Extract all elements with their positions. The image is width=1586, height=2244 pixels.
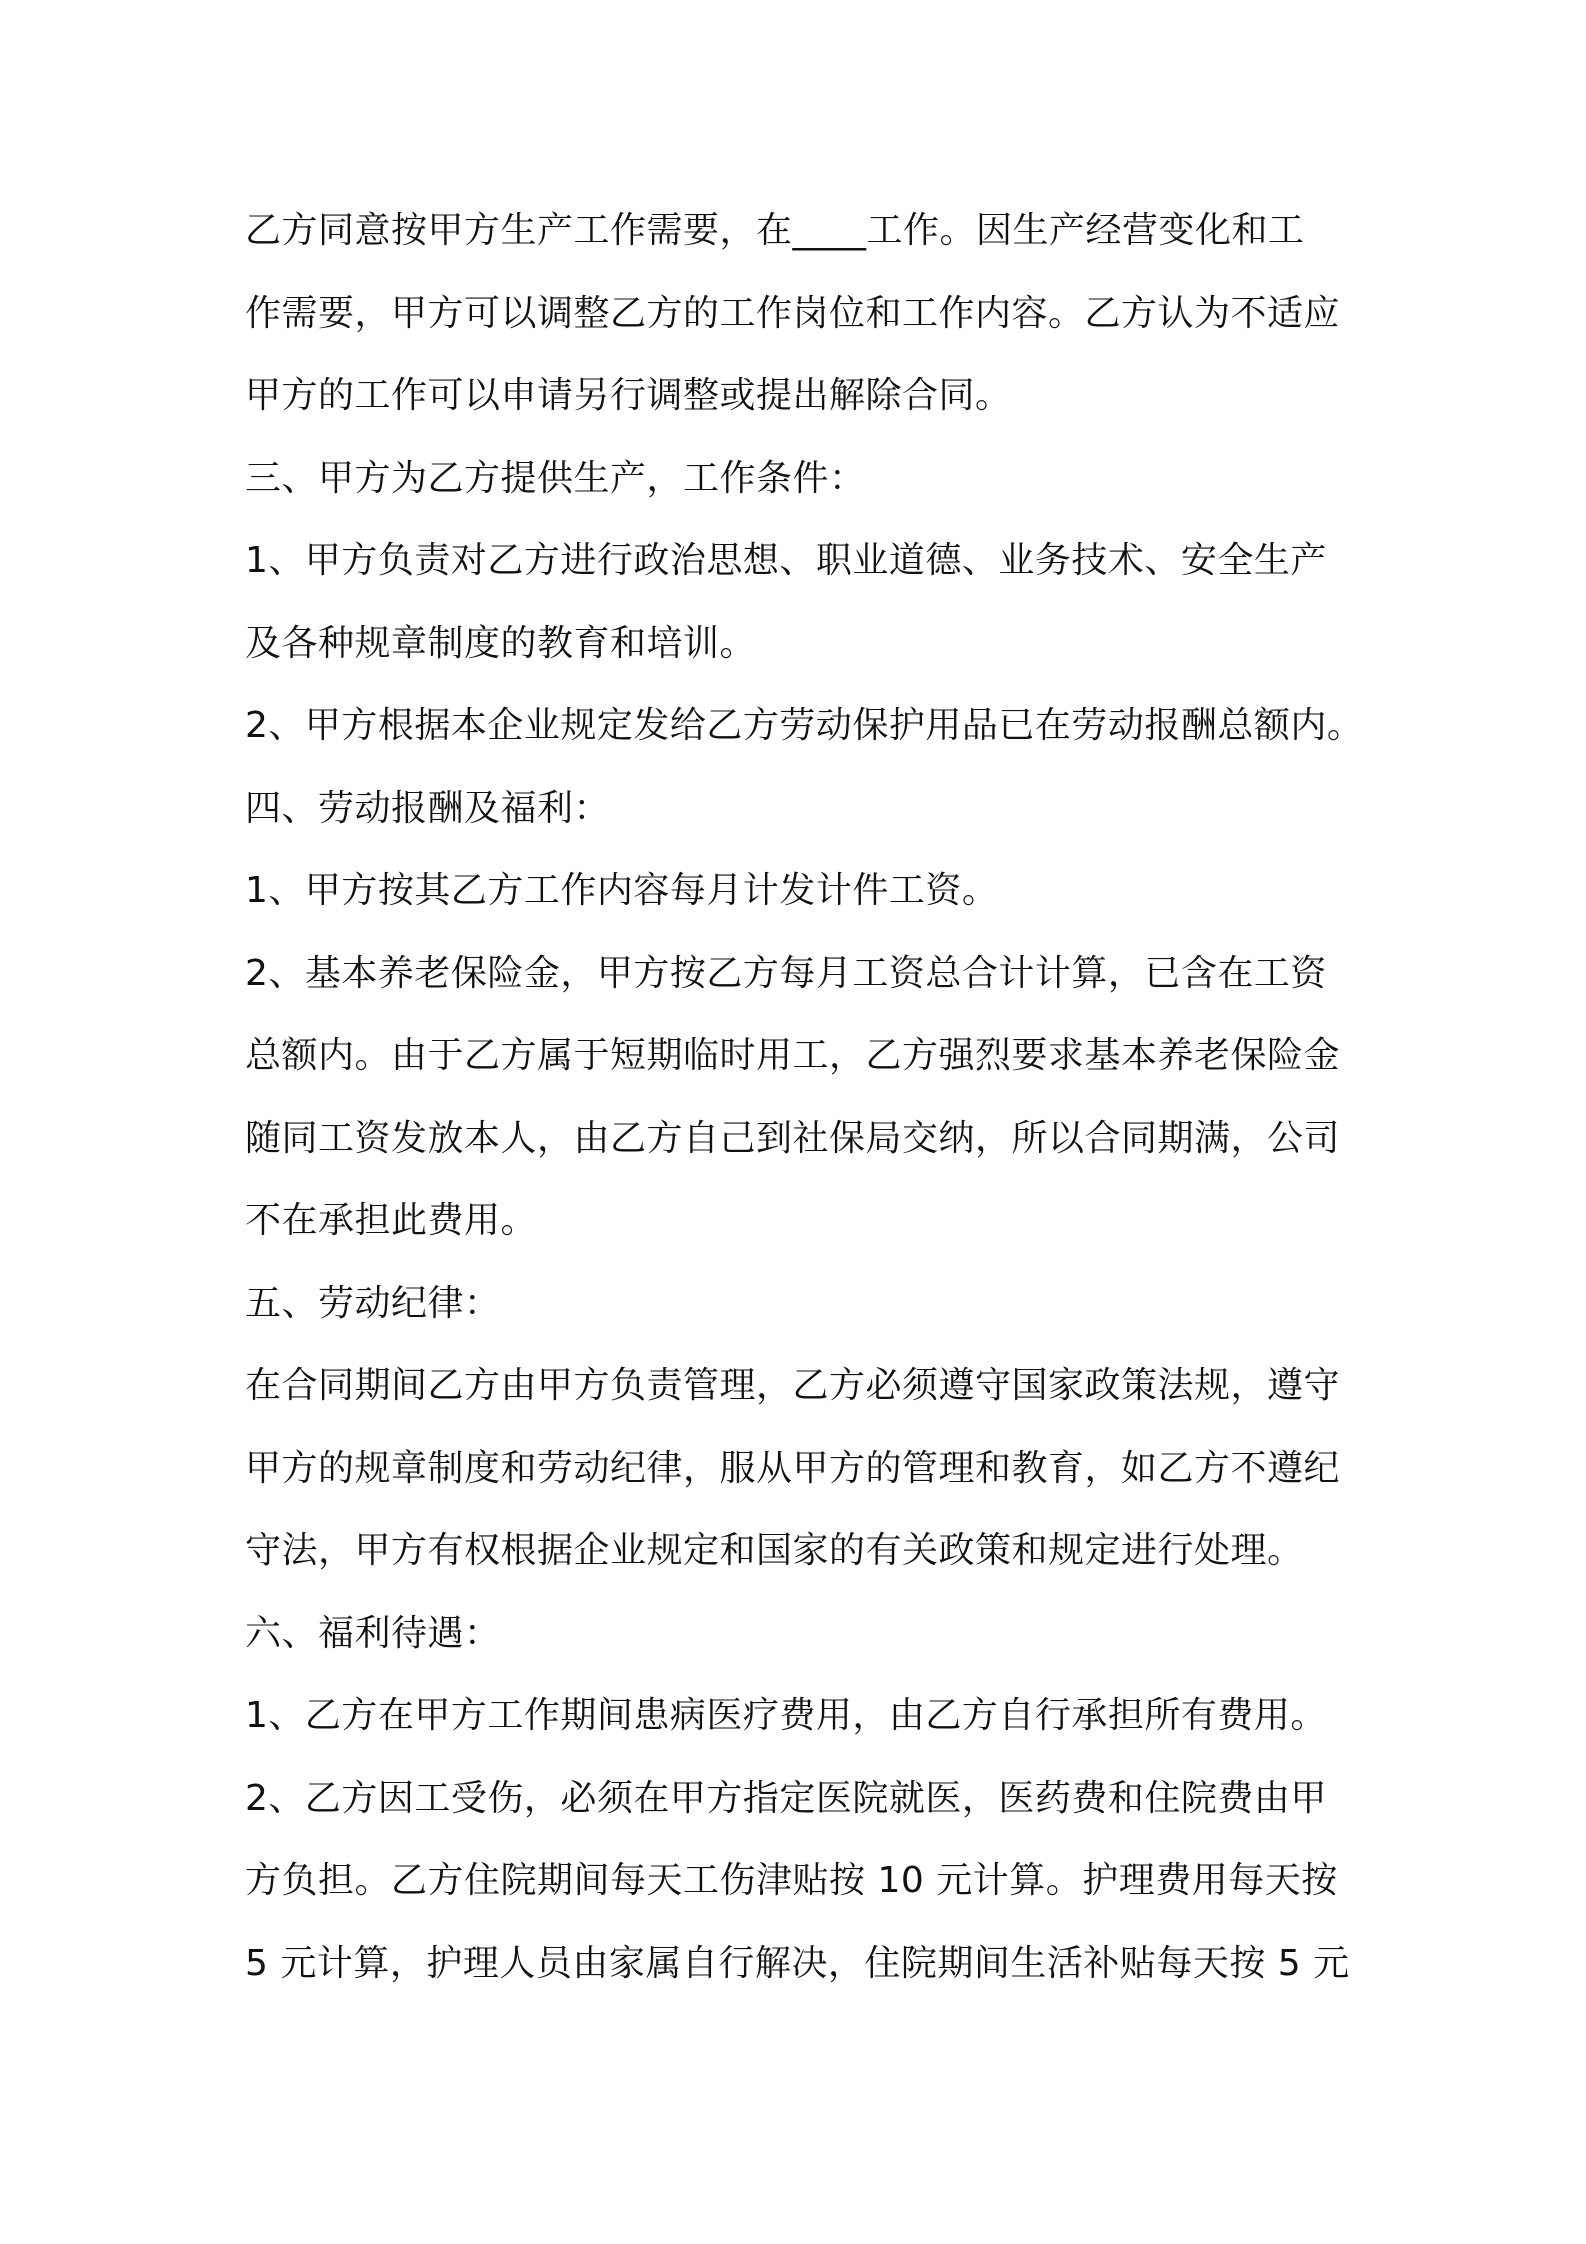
text-line: 1、甲方负责对乙方进行政治思想、职业道德、业务技术、安全生产 (245, 540, 1327, 581)
text-line: 及各种规章制度的教育和培训。 (245, 622, 757, 664)
text-line: 1、甲方按其乙方工作内容每月计发计件工资。 (245, 870, 999, 911)
text-line: 作需要，甲方可以调整乙方的工作岗位和工作内容。乙方认为不适应 (245, 292, 1341, 334)
text-line: 2、乙方因工受伤，必须在甲方指定医院就医，医药费和住院费由甲 (245, 1777, 1327, 1819)
text-line: 2、基本养老保险金，甲方按乙方每月工资总合计计算，已含在工资 (245, 952, 1327, 994)
text-line: 在合同期间乙方由甲方负责管理，乙方必须遵守国家政策法规，遵守 (245, 1365, 1341, 1406)
section-heading: 四、劳动报酬及福利： (245, 787, 611, 829)
section-heading: 六、福利待遇： (245, 1612, 501, 1654)
text-line: 不在承担此费用。 (245, 1200, 538, 1241)
text-line: 5 元计算，护理人员由家属自行解决，住院期间生活补贴每天按 5 元 (245, 1942, 1350, 1984)
text-line: 1、乙方在甲方工作期间患病医疗费用，由乙方自行承担所有费用。 (245, 1695, 1327, 1736)
text-line: 方负担。乙方住院期间每天工伤津贴按 10 元计算。护理费用每天按 (245, 1860, 1338, 1901)
text-line: 总额内。由于乙方属于短期临时用工，乙方强烈要求基本养老保险金 (245, 1035, 1341, 1076)
text-line: 甲方的工作可以申请另行调整或提出解除合同。 (245, 375, 1012, 416)
text-line: 2、甲方根据本企业规定发给乙方劳动保护用品已在劳动报酬总额内。 (245, 705, 1364, 746)
text-line: 乙方同意按甲方生产工作需要，在____工作。因生产经营变化和工 (245, 210, 1305, 251)
document-body (245, 190, 1385, 2005)
section-heading: 三、甲方为乙方提供生产，工作条件： (245, 457, 866, 499)
text-line: 守法，甲方有权根据企业规定和国家的有关政策和规定进行处理。 (245, 1530, 1304, 1571)
text-line: 甲方的规章制度和劳动纪律，服从甲方的管理和教育，如乙方不遵纪 (245, 1447, 1341, 1489)
section-heading: 五、劳动纪律： (245, 1282, 501, 1324)
text-line: 随同工资发放本人，由乙方自己到社保局交纳，所以合同期满，公司 (245, 1117, 1341, 1159)
